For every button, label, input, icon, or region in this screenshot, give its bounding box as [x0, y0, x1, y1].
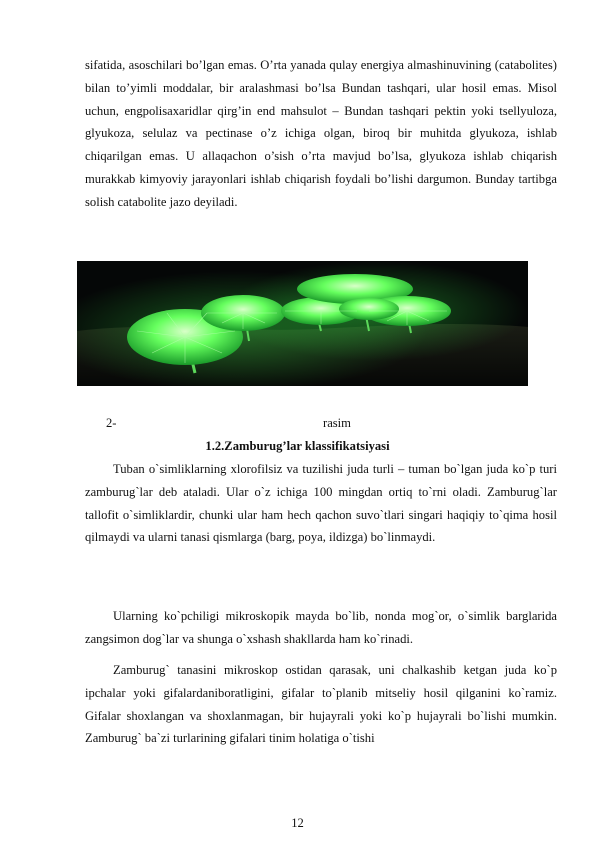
section-heading: 1.2.Zamburug’lar klassifikatsiyasi	[205, 439, 390, 453]
glowing-mushrooms-photo	[77, 261, 528, 386]
figure-caption-label: rasim	[323, 416, 351, 430]
mushroom-figure	[77, 261, 528, 386]
page-number: 12	[291, 816, 304, 830]
intro-paragraph: sifatida, asoschilari bo’lgan emas. O’rta yanada qulay energiya almashinuvining (catabolites) bilan to’yimli moddalar, bir aralashmasi bo’lsa Bundan tashqari, ular hosil emas. Misol uchun, engpolisaxaridlar qirg’in end mahsulot – Bundan tashqari pektin yoki tsellyuloza, glyukoza, selulaz va pectinase o’z ichiga olgan, biroq bir muhitda glyukoza, ishlab chiqarilgan emas. U allaqachon o’sish o’rta mavjud bo’lsa, glyukoza ishlab chiqarish murakkab kimyoviy jarayonlari ishlab chiqarish foydali bo’lishi dargumon. Bunday tartibga solish catabolite jazo deyiladi.	[85, 58, 557, 209]
paragraph-gifalar: Zamburug` tanasini mikroskop ostidan qarasak, uni chalkashib ketgan juda ko`p ipchalar yoki gifalardaniboratligini, gifalar to`planib mitseliy hosil qilganini ko`ramiz. Gifalar shoxlangan va shoxlanmagan, bir hujayrali yoki ko`p hujayrali bo`lishi mumkin. Zamburug` ba`zi turlarining gifalari tinim holatiga o`tishi	[85, 663, 557, 746]
paragraph-zamburug-definition: Tuban o`simliklarning xlorofilsiz va tuzilishi juda turli – tuman bo`lgan juda ko`p turi zamburug`lar deb ataladi. Ular o`z ichiga 100 mingdan ortiq to`rni oladi. Zamburug`lar tallofit o`simliklardir, chunki ular ham hech qachon suvo`tlari singari haqiqiy to`qima hosil qilmaydi va ularni tanasi qismlarga (barg, poya, ildizga) bo`linmaydi.	[85, 462, 557, 545]
figure-caption-number: 2-	[106, 416, 117, 430]
paragraph-microscopic: Ularning ko`pchiligi mikroskopik mayda bo`lib, nonda mog`or, o`simlik barglarida zangsimon dog`lar va shunga o`xshash shakllarda ham ko`rinadi.	[85, 609, 557, 646]
